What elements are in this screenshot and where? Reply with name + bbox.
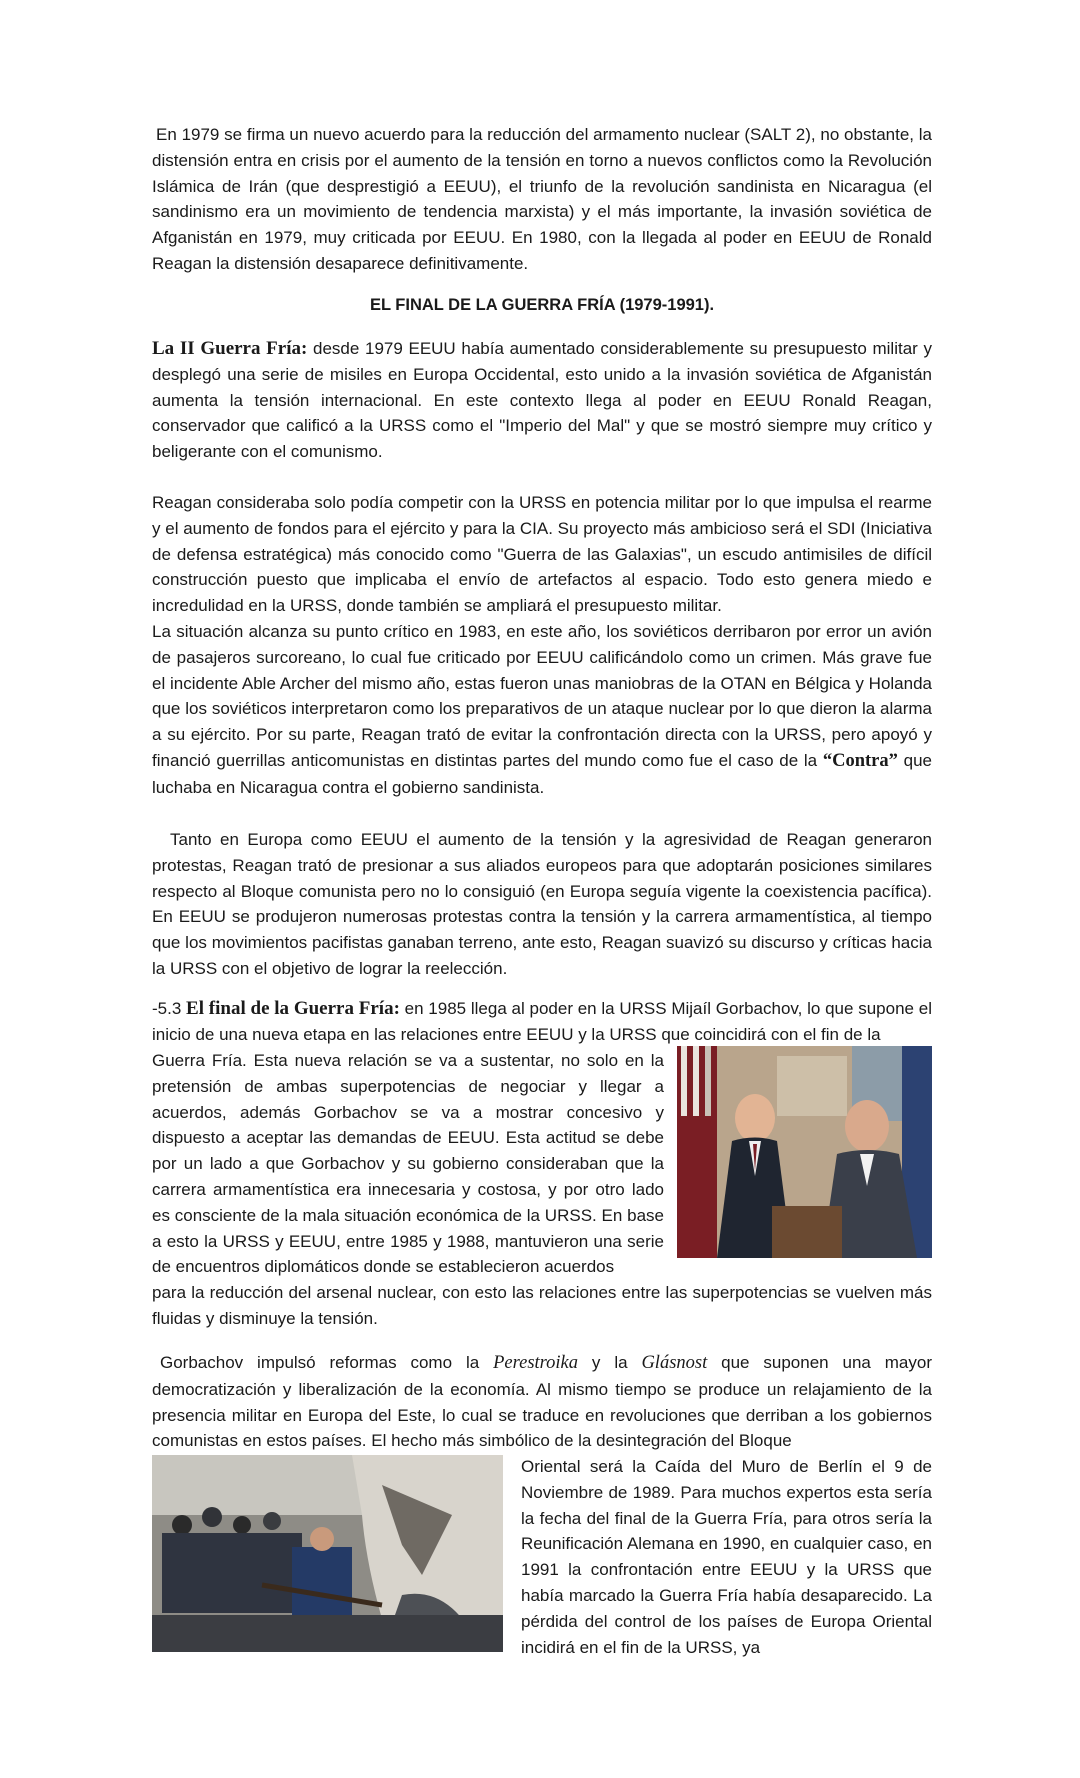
paragraph-berlin-wall: Oriental será la Caída del Muro de Berlín el 9 de Noviembre de 1989. Para muchos expertos esta sería la fecha del final de la Guerra Fría, para otros sería la Reunificación Alemana en 1990, en cualquier caso, en 1991 la confrontación entre EEUU y la URSS que había marcado la Guerra Fría había desaparecido. La pérdida del control de los países de Europa Oriental incidirá en el fin de la URSS, ya bbox=[521, 1457, 932, 1657]
paragraph-end-cold-war-intro: -5.3 El final de la Guerra Fría: en 1985 llega al poder en la URSS Mijaíl Gorbachov, lo que supone el inicio de una nueva etapa en las relaciones entre EEUU y la URSS que coincidirá con el fin de la bbox=[152, 998, 932, 1044]
paragraph-end-cold-war-rest: para la reducción del arsenal nuclear, con esto las relaciones entre las superpotencias se vuelven más fluidas y disminuye la tensión. bbox=[152, 1283, 932, 1328]
paragraph-second-cold-war: La II Guerra Fría: desde 1979 EEUU había aumentado considerablemente su presupuesto militar y desplegó una serie de misiles en Europa Occidental, esto unido a la invasión soviética de Afganistán aumenta la tensión internacional. En este contexto llega al poder en EEUU Ronald Reagan, conservador que calificó a la URSS como el "Imperio del Mal" y que se mostró siempre muy crítico y beligerante con el comunismo. bbox=[152, 338, 932, 462]
paragraph-1983-crisis: La situación alcanza su punto crítico en 1983, en este año, los soviéticos derribaron por error un avión de pasajeros surcoreano, lo cual fue criticado por EEUU calificándolo como un crimen. Más grave fue el incidente Able Archer del mismo año, estas fueron unas maniobras de la OTAN en Bélgica y Holanda que los soviéticos interpretaron como los preparativos de un ataque nuclear por lo que dieron la alarma a su ejército. Por su parte, Reagan trató de evitar la confrontación directa con la URSS, pero apoyó y financió guerrillas anticomunistas en distintas partes del mundo como fue el caso de la “Contra” que luchaba en Nicaragua contra el gobierno sandinista. bbox=[152, 622, 933, 797]
reagan-gorbachev-photo bbox=[677, 1046, 932, 1258]
perestroika-term: Perestroika bbox=[493, 1353, 579, 1373]
lead-end-cold-war: El final de la Guerra Fría: bbox=[186, 998, 400, 1019]
paragraph-end-cold-war-wrap: Guerra Fría. Esta nueva relación se va a sustentar, no solo en la pretensión de ambas superpotencias de negociar y llegar a acuerdos, además Gorbachov se va a mostrar concesivo y dispuesto a aceptar las demandas de EEUU. Esta actitud se debe por un lado a que Gorbachov y su gobierno consideraban que la carrera armamentística era innecesaria y costosa, y por otro lado es consciente de la mala situación económica de la URSS. En base a esto la URSS y EEUU, entre 1985 y 1988, mantuvieron una serie de encuentros diplomáticos donde se establecieron acuerdos bbox=[152, 1051, 664, 1277]
paragraph-salt2: En 1979 se firma un nuevo acuerdo para la reducción del armamento nuclear (SALT 2), no obstante, la distensión entra en crisis por el aumento de la tensión en torno a nuevos conflictos como la Revolución Islámica de Irán (que desprestigió a EEUU), el triunfo de la revolución sandinista en Nicaragua (el sandinismo era un movimiento de tendencia marxista) y el más importante, la invasión soviética de Afganistán en 1979, muy criticada por EEUU. En 1980, con la llegada al poder en EEUU de Ronald Reagan la distensión desaparece definitivamente. bbox=[152, 125, 932, 273]
berlin-wall-photo bbox=[152, 1455, 503, 1652]
paragraph-protests: Tanto en Europa como EEUU el aumento de la tensión y la agresividad de Reagan generaron protestas, Reagan trató de presionar a sus aliados europeos para que adoptarán posiciones similares respecto al Bloque comunista pero no lo consiguió (en Europa seguía vigente la coexistencia pacífica). En EEUU se produjeron numerosas protestas contra la tensión y la carrera armamentística, al tiempo que los movimientos pacifistas ganaban terreno, ante esto, Reagan suavizó su discurso y críticas hacia la URSS con el objetivo de lograr la reelección. bbox=[152, 830, 932, 978]
section-heading: EL FINAL DE LA GUERRA FRÍA (1979-1991). bbox=[369, 296, 715, 314]
paragraph-reforms: Gorbachov impulsó reformas como la Perestroika y la Glásnost que suponen una mayor democratización y liberalización de la economía. Al mismo tiempo se produce un relajamiento de la presencia militar en Europa del Este, lo cual se traduce en revoluciones que derriban a los gobiernos comunistas en estos países. El hecho más simbólico de la desintegración del Bloque bbox=[152, 1353, 932, 1451]
glasnost-term: Glásnost bbox=[641, 1353, 708, 1373]
contra-term: “Contra” bbox=[822, 750, 898, 771]
paragraph-rearmament: Reagan consideraba solo podía competir con la URSS en potencia militar por lo que impulsa el rearme y el aumento de fondos para el ejército y para la CIA. Su proyecto más ambicioso será el SDI (Iniciativa de defensa estratégica) más conocido como "Guerra de las Galaxias", un escudo antimisiles de difícil construcción puesto que implicaba el envío de artefactos al espacio. Todo esto genera miedo e incredulidad en la URSS, donde también se ampliará el presupuesto militar. bbox=[152, 493, 932, 616]
lead-second-cold-war: La II Guerra Fría: bbox=[152, 338, 308, 359]
